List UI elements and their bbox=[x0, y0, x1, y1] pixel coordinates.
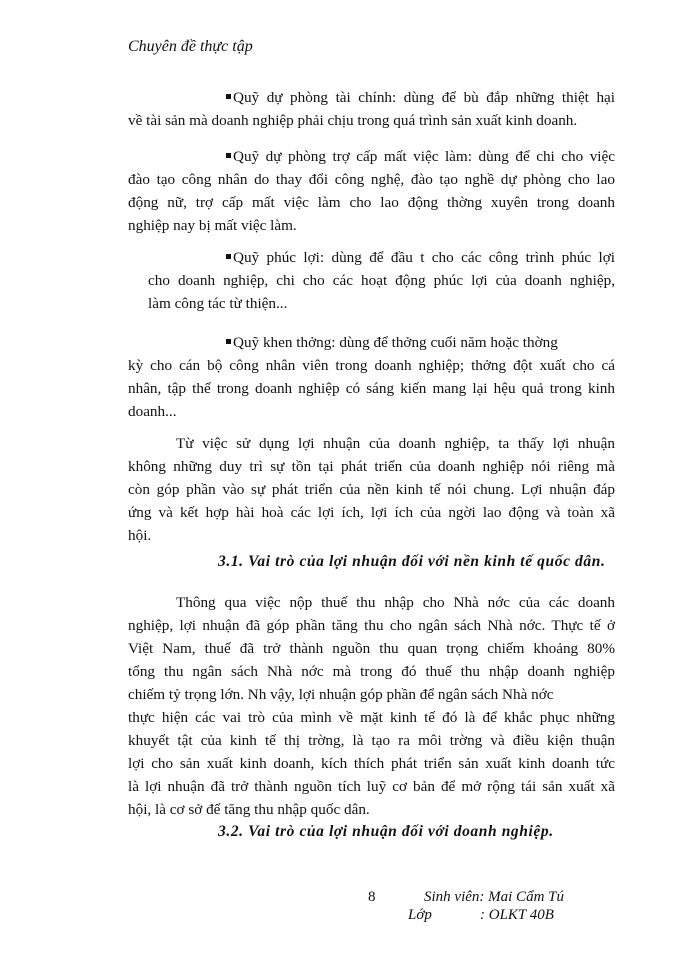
bullet-unemployment-fund bbox=[128, 145, 615, 237]
bullet-square-icon bbox=[226, 94, 231, 99]
paragraph-line: hội. bbox=[128, 527, 152, 544]
bullet-line: kỳ cho cán bộ công nhân viên trong doanh nghiệp; thởng đột xuất cho cá bbox=[128, 357, 615, 374]
paragraph-line: Từ việc sử dụng lợi nhuận của doanh nghiệp, ta thấy lợi nhuận bbox=[176, 435, 615, 452]
paragraph-line: lợi cho sản xuất kinh doanh, kích thích phát triển sản xuất kinh doanh tức bbox=[128, 755, 615, 772]
section-heading-3-1: 3.1. Vai trò của lợi nhuận đối với nền kinh tế quốc dân. bbox=[218, 553, 606, 570]
bullet-line: Quỹ phúc lợi: dùng để đầu t cho các công trình phúc lợi bbox=[148, 246, 615, 269]
bullet-line: đào tạo công nhân do thay đổi công nghệ, đào tạo nghề dự phòng cho lao bbox=[128, 171, 615, 188]
paragraph-line: tổng thu ngân sách Nhà nớc mà trong đó thuế thu nhập doanh nghiệp bbox=[128, 663, 615, 680]
bullet-line: động nữ, trợ cấp mất việc làm cho lao động thờng xuyên trong doanh bbox=[128, 194, 615, 211]
footer-student-name: Sinh viên: Mai Cẩm Tú bbox=[424, 889, 564, 905]
bullet-line: nghiệp nay bị mất việc làm. bbox=[128, 217, 297, 234]
paragraph-line: là lợi nhuận đã trở thành nguồn tích luỹ cơ bản để mở rộng tái sản xuất xã bbox=[128, 778, 615, 795]
bullet-line: Quỹ dự phòng trợ cấp mất việc làm: dùng để chi cho việc bbox=[128, 145, 615, 168]
bullet-square-icon bbox=[226, 339, 231, 344]
paragraph-national-economy bbox=[128, 591, 615, 821]
paragraph-line: không những duy trì sự tồn tại phát triển của doanh nghiệp nói riêng mà bbox=[128, 458, 615, 475]
bullet-square-icon bbox=[226, 254, 231, 259]
paragraph-profit-summary bbox=[128, 432, 615, 547]
paragraph-line: Thông qua việc nộp thuế thu nhập cho Nhà nớc của các doanh bbox=[176, 594, 615, 611]
paragraph-line: thực hiện các vai trò của mình về mặt kinh tế đó là để khắc phục những bbox=[128, 709, 615, 726]
bullet-square-icon bbox=[226, 153, 231, 158]
bullet-line: nhân, tập thể trong doanh nghiệp có sáng kiến mang lại hệu quả trong kinh bbox=[128, 380, 615, 397]
paragraph-line: khuyết tật của kinh tế thị trờng, là tạo ra môi trờng và điều kiện thuận bbox=[128, 732, 615, 749]
page-number: 8 bbox=[368, 889, 376, 905]
paragraph-line: chiếm tỷ trọng lớn. Nh vậy, lợi nhuận góp phần để ngân sách Nhà nớc bbox=[128, 686, 554, 703]
paragraph-line: còn góp phần vào sự phát triển của nền kinh tế nói chung. Lợi nhuận đáp bbox=[128, 481, 615, 498]
paragraph-line: Việt Nam, thuế đã trở thành nguồn thu quan trọng chiếm khoảng 80% bbox=[128, 640, 615, 657]
bullet-line: về tài sản mà doanh nghiệp phải chịu trong quá trình sản xuất kinh doanh. bbox=[128, 112, 578, 129]
bullet-line: doanh... bbox=[128, 403, 177, 420]
paragraph-line: nghiệp, lợi nhuận đã góp phần tăng thu cho ngân sách Nhà nớc. Thực tế ở bbox=[128, 617, 615, 634]
bullet-line: Quỹ khen thởng: dùng để thởng cuối năm hoặc thờng bbox=[128, 331, 615, 354]
bullet-line: Quỹ dự phòng tài chính: dùng để bù đắp những thiệt hại bbox=[128, 86, 615, 109]
paragraph-line: ứng và kết hợp hài hoà các lợi ích, lợi ích của ngời lao động và toàn xã bbox=[128, 504, 615, 521]
footer-class-label: Lớp bbox=[408, 907, 432, 923]
bullet-reward-fund bbox=[128, 331, 615, 423]
bullet-reserve-fund bbox=[128, 86, 615, 132]
page-header-title: Chuyên đề thực tập bbox=[128, 38, 253, 55]
bullet-line: cho doanh nghiệp, chi cho các hoạt động phúc lợi của doanh nghiệp, bbox=[148, 272, 615, 289]
footer-class-value: : OLKT 40B bbox=[480, 907, 554, 923]
bullet-welfare-fund bbox=[148, 246, 615, 315]
section-heading-3-2: 3.2. Vai trò của lợi nhuận đối với doanh nghiệp. bbox=[218, 823, 554, 840]
paragraph-line: hội, là cơ sở để tăng thu nhập quốc dân. bbox=[128, 801, 370, 818]
bullet-line: làm công tác từ thiện... bbox=[148, 295, 288, 312]
